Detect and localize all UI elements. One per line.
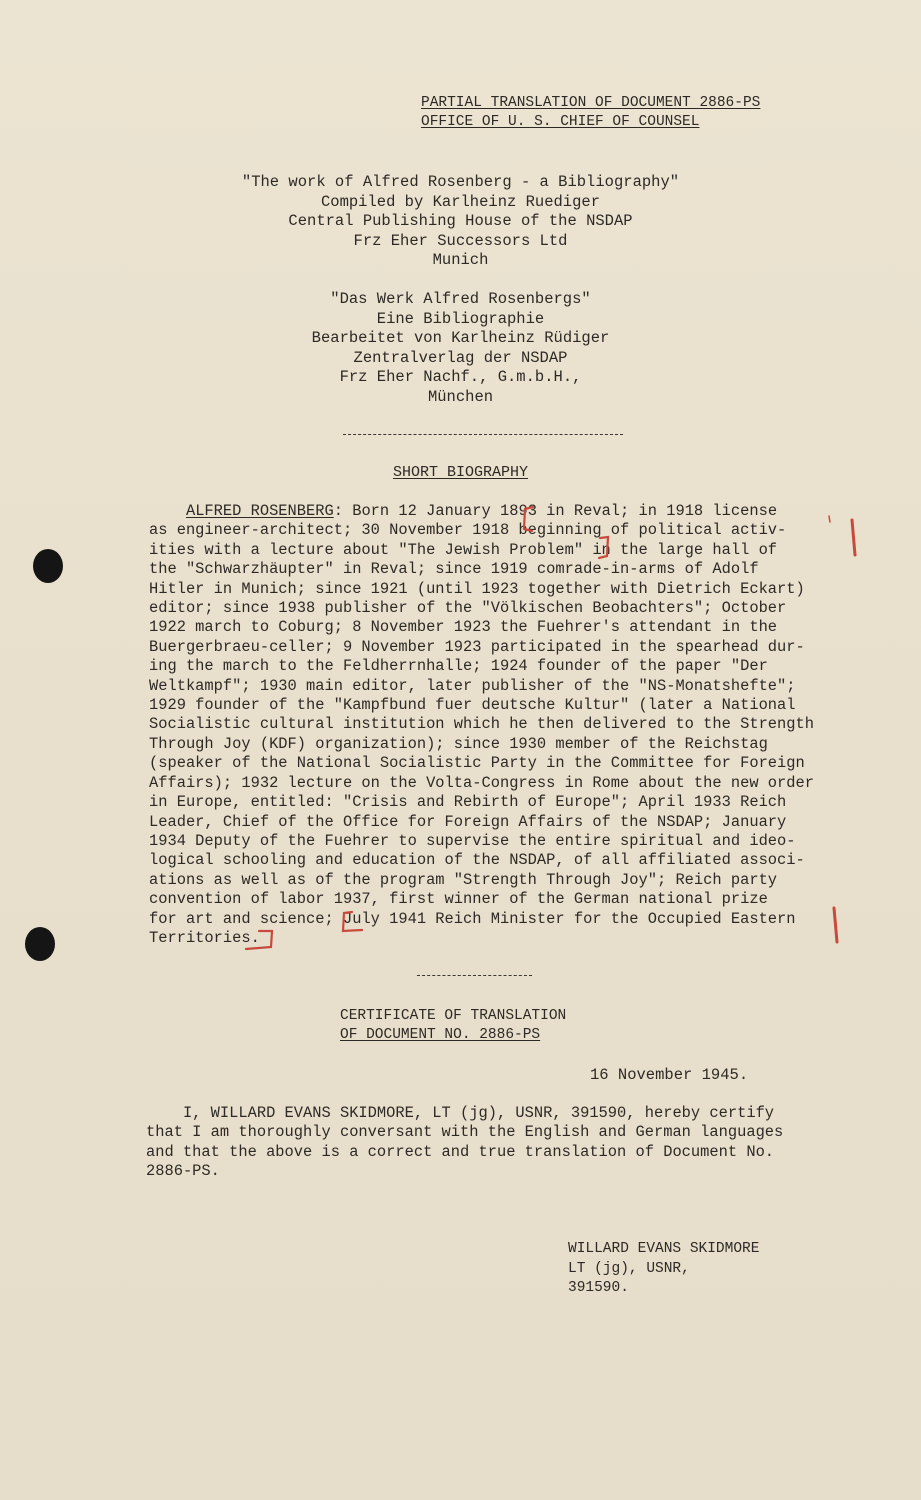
- biography-line: (speaker of the National Socialistic Party in the Committee for Foreign: [149, 754, 805, 773]
- biography-line: ities with a lecture about "The Jewish Problem" in the large hall of: [149, 540, 778, 559]
- margin-tick-mark: [829, 516, 830, 522]
- english-title-line: Central Publishing House of the NSDAP: [288, 212, 633, 230]
- signature-number: 391590.: [568, 1280, 629, 1296]
- certificate-doc-number: OF DOCUMENT NO. 2886-PS: [340, 1027, 541, 1043]
- biography-line: ations as well as of the program "Strength Through Joy"; Reich party: [149, 870, 778, 889]
- biography-line: 1934 Deputy of the Fuehrer to supervise the entire spiritual and ideo-: [149, 831, 796, 850]
- german-title-line: Bearbeitet von Karlheinz Rüdiger: [311, 329, 610, 347]
- bracket-open-mark-2: [343, 912, 362, 931]
- biography-line: the "Schwarzhäupter" in Reval; since 1919 comrade-in-arms of Adolf: [149, 560, 759, 579]
- biography-line: Affairs); 1932 lecture on the Volta-Congress in Rome about the new order: [149, 773, 814, 792]
- german-title-line: Zentralverlag der NSDAP: [353, 348, 568, 367]
- english-title-line: Compiled by Karlheinz Ruediger: [320, 192, 601, 211]
- german-title-line: Eine Bibliographie: [376, 309, 545, 328]
- signature-block: [568, 1240, 759, 1299]
- biography-line: editor; since 1938 publisher of the "Völkischen Beobachters"; October: [149, 599, 787, 618]
- english-title-line: Munich: [432, 251, 489, 269]
- bracket-close-mark-2: [246, 931, 272, 949]
- certificate-line: I, WILLARD EVANS SKIDMORE, LT (jg), USNR, 391590, hereby certify: [146, 1104, 775, 1122]
- biography-line: in Europe, entitled: "Crisis and Rebirth of Europe"; April 1933 Reich: [149, 793, 787, 812]
- certificate-line: 2886-PS.: [146, 1162, 220, 1181]
- biography-line: 1929 founder of the "Kampfbund fuer deutsche Kultur" (later a National: [149, 696, 796, 715]
- german-title-line: München: [427, 387, 494, 406]
- certificate-body: [146, 1104, 783, 1182]
- biography-line: logical schooling and education of the NSDAP, of all affiliated associ-: [149, 851, 805, 870]
- divider-rule-short: [417, 975, 532, 976]
- biography-line: Hitler in Munich; since 1921 (until 1923 together with Dietrich Eckart): [149, 579, 805, 598]
- biography-line: for art and science; July 1941 Reich Minister for the Occupied Eastern: [149, 909, 796, 928]
- biography-line: Buergerbraeu-celler; 9 November 1923 participated in the spearhead dur-: [149, 637, 805, 656]
- certificate-line: that I am thoroughly conversant with the English and German languages: [146, 1123, 784, 1142]
- biography-heading: SHORT BIOGRAPHY: [392, 464, 529, 481]
- biography-line: Through Joy (KDF) organization); since 1930 member of the Reichstag: [149, 734, 768, 753]
- english-title-line: Frz Eher Successors Ltd: [353, 231, 568, 250]
- biography-line: Socialistic cultural institution which he then delivered to the Strength: [149, 715, 814, 734]
- subject-name: ALFRED ROSENBERG: [185, 502, 334, 520]
- bracket-close-mark: [599, 537, 608, 558]
- biography-line: as engineer-architect; 30 November 1918 beginning of political activ-: [149, 521, 787, 540]
- german-title-line: "Das Werk Alfred Rosenbergs": [330, 290, 591, 308]
- certificate-heading: [340, 1007, 566, 1045]
- margin-line-mark: [852, 520, 855, 555]
- signature-name: WILLARD EVANS SKIDMORE: [568, 1241, 760, 1257]
- certificate-line: and that the above is a correct and true translation of Document No.: [146, 1142, 775, 1161]
- biography-line: Weltkampf"; 1930 main editor, later publisher of the "NS-Monatshefte";: [149, 676, 796, 695]
- margin-line-mark-2: [834, 908, 837, 942]
- english-title-line: "The work of Alfred Rosenberg - a Bibliography": [241, 173, 680, 191]
- biography-line: Territories.: [149, 928, 260, 947]
- certificate-title: CERTIFICATE OF TRANSLATION: [340, 1008, 567, 1024]
- header-title: PARTIAL TRANSLATION OF DOCUMENT 2886-PS: [421, 95, 761, 111]
- biography-line: ing the march to the Feldherrnhalle; 1924 founder of the paper "Der: [149, 657, 768, 676]
- german-title-line: Frz Eher Nachf., G.m.b.H.,: [339, 368, 582, 386]
- biography-line: convention of labor 1937, first winner of the German national prize: [149, 890, 768, 909]
- signature-rank: LT (jg), USNR,: [568, 1260, 690, 1277]
- biography-line: 1922 march to Coburg; 8 November 1923 the Fuehrer's attendant in the: [149, 618, 778, 637]
- certificate-date: 16 November 1945.: [590, 1066, 749, 1084]
- bracket-open-mark: [524, 507, 533, 531]
- header-office: OFFICE OF U. S. CHIEF OF COUNSEL: [421, 114, 700, 130]
- biography-line: ALFRED ROSENBERG: Born 12 January 1893 in Reval; in 1918 license: [185, 502, 778, 520]
- biography-line: Leader, Chief of the Office for Foreign Affairs of the NSDAP; January: [149, 812, 787, 831]
